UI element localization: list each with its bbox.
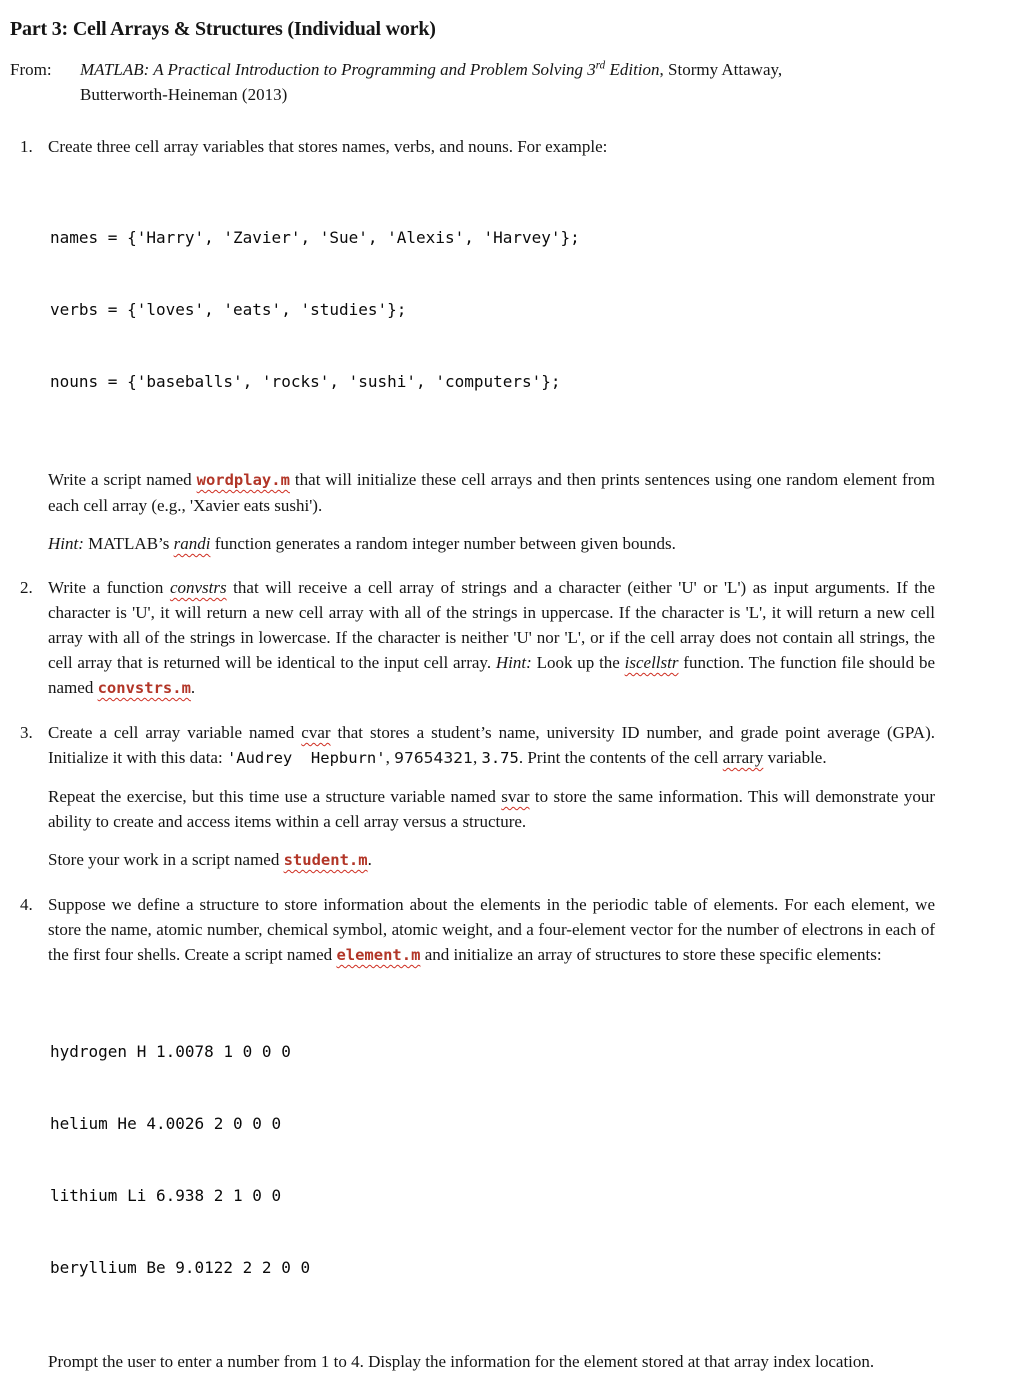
- item-3-body: [48, 720, 935, 882]
- elements-data-block: [50, 992, 935, 1328]
- convstrs-function-name: convstrs: [169, 578, 227, 597]
- ordinal-superscript: rd: [595, 59, 606, 72]
- source-line-2: Butterworth-Heineman (2013): [80, 85, 288, 104]
- student-script-paragraph: Store your work in a script named student.m.: [48, 850, 372, 869]
- iscellstr-function-name: iscellstr: [624, 653, 679, 672]
- svar-paragraph: Repeat the exercise, but this time use a structure variable named svar to store the same information. This will demonstrate your ability to create and access items within a cell array versus a structure.: [48, 787, 935, 831]
- cvar-paragraph: Create a cell array variable named cvar that stores a student’s name, university ID number, and grade point average (GPA). Initialize it with this data: 'Audrey Hepburn', 97654321, 3.75. Print the contents of the cell arrary variable.: [48, 723, 935, 767]
- list-item-4: [10, 892, 935, 1383]
- item-4-body: [48, 892, 935, 1383]
- item-2-number: 2.: [20, 578, 33, 597]
- from-label: From:: [10, 60, 52, 79]
- code-line: hydrogen H 1.0078 1 0 0 0: [50, 1042, 291, 1061]
- arrary-typo-word: arrary: [722, 748, 764, 767]
- code-line: verbs = {'loves', 'eats', 'studies'};: [50, 300, 407, 319]
- item-2-body: [48, 575, 935, 710]
- document-title: Part 3: Cell Arrays & Structures (Individual work): [10, 18, 436, 40]
- convstrs-filename: convstrs.m: [97, 679, 191, 697]
- list-item-3: [10, 720, 935, 882]
- item-1-number: 1.: [20, 137, 33, 156]
- element-struct-paragraph: Suppose we define a structure to store information about the elements in the periodic table of elements. For each element, we store the name, atomic number, chemical symbol, atomic weight, and a four-element vector for the number of electrons in each of the first four shells. Create a script named element.m and initialize an array of structures to store these specific elements:: [48, 895, 935, 964]
- student-filename: student.m: [283, 851, 368, 869]
- list-item-2: [10, 575, 935, 710]
- code-line: helium He 4.0026 2 0 0 0: [50, 1114, 282, 1133]
- cvar-variable-name: cvar: [301, 723, 331, 742]
- convstrs-paragraph: Write a function convstrs that will receive a cell array of strings and a character (either 'U' or 'L') as input arguments. If the character is 'U', it will return a new cell array with all of the strings in uppercase. If the character is 'L', it will return a new cell array with all of the strings in lowercase. If the character is neither 'U' nor 'L', or if the cell array does not contain all strings, the cell array that is returned will be identical to the input cell array. Hint: Look up the iscellstr function. The function file should be named convstrs.m.: [48, 578, 936, 697]
- student-name-literal: 'Audrey Hepburn': [226, 749, 386, 767]
- source-citation: [80, 57, 935, 107]
- code-line: lithium Li 6.938 2 1 0 0: [50, 1186, 282, 1205]
- wordplay-filename: wordplay.m: [196, 471, 290, 489]
- list-item-1: [10, 134, 935, 565]
- code-line: beryllium Be 9.0122 2 2 0 0: [50, 1258, 311, 1277]
- randi-function-name: randi: [173, 534, 211, 553]
- item-1-intro: Create three cell array variables that stores names, verbs, and nouns. For example:: [48, 137, 608, 156]
- cell-array-code-block: [50, 178, 935, 442]
- prompt-user-paragraph: Prompt the user to enter a number from 1 to 4. Display the information for the element stored at that array index location.: [48, 1352, 875, 1371]
- wordplay-script-paragraph: Write a script named wordplay.m that will initialize these cell arrays and then prints sentences using one random element from each cell array (e.g., 'Xavier eats sushi').: [48, 470, 935, 515]
- source-line-1: MATLAB: A Practical Introduction to Programming and Problem Solving 3rd Edition, Stormy Attaway,: [80, 59, 783, 79]
- randi-hint-paragraph: Hint: MATLAB’s randi function generates a random integer number between given bounds.: [48, 534, 676, 553]
- item-3-number: 3.: [20, 723, 33, 742]
- item-1-body: [48, 134, 935, 565]
- item-4-number: 4.: [20, 895, 33, 914]
- code-line: names = {'Harry', 'Zavier', 'Sue', 'Alexis', 'Harvey'};: [50, 228, 580, 247]
- source-attribution: [10, 57, 935, 107]
- element-filename: element.m: [336, 946, 421, 964]
- student-id-literal: 97654321: [394, 749, 473, 767]
- code-line: nouns = {'baseballs', 'rocks', 'sushi', 'computers'};: [50, 372, 561, 391]
- gpa-literal: 3.75: [481, 749, 519, 767]
- svar-variable-name: svar: [501, 787, 530, 806]
